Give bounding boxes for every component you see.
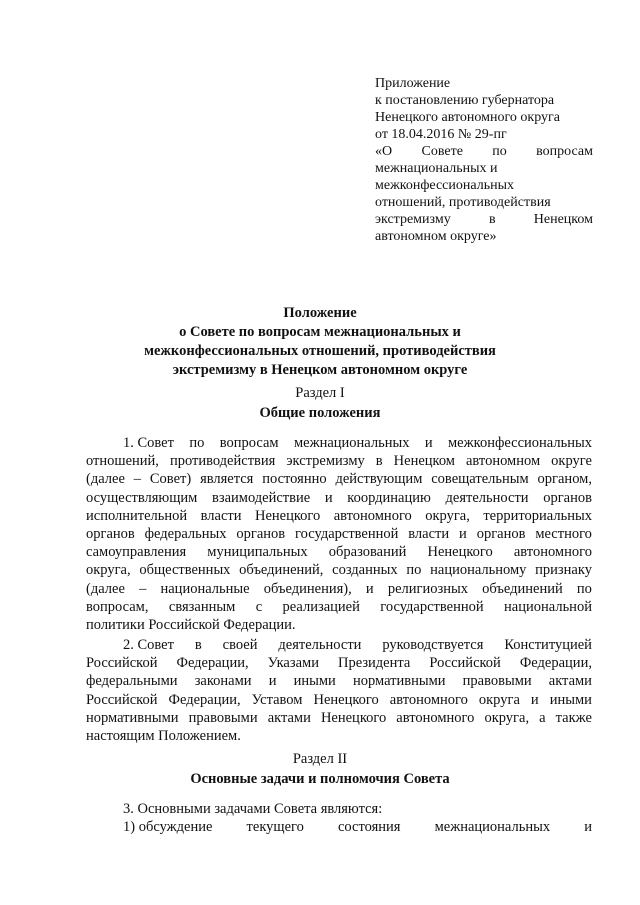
appendix-word: «О (375, 144, 393, 159)
text-line (86, 672, 592, 690)
text-line (86, 727, 592, 745)
section-2-name: Основные задачи и полномочия Совета (190, 771, 450, 787)
text-word: автономного (333, 507, 412, 524)
text-word: местного (535, 526, 592, 543)
text-word: является (200, 471, 254, 488)
text-word: координацию (347, 489, 431, 506)
text-word: объединения), (263, 580, 352, 597)
title-line: экстремизму в Ненецком автономном округе (172, 362, 468, 378)
section-1-heading (100, 383, 540, 423)
text-word: правовыми (462, 673, 532, 690)
text-line (86, 489, 592, 507)
appendix-line: Ненецкого автономного округа (375, 110, 560, 125)
appendix-line (375, 143, 593, 160)
title-line: Положение (283, 305, 357, 321)
text-word: своей (222, 637, 258, 653)
appendix-word: межнациональных и (375, 161, 498, 176)
text-word: Российской (86, 655, 158, 672)
text-line (86, 561, 592, 579)
section-1-name: Общие положения (259, 405, 381, 421)
text-line (86, 800, 592, 818)
text-word: национальной (504, 598, 592, 615)
text-word: и (324, 489, 333, 506)
document-title (100, 304, 540, 380)
appendix-word: экстремизму (375, 212, 451, 227)
text-word: федеральными (86, 673, 178, 690)
text-word: органов (236, 526, 286, 543)
text-word: деятельности (445, 489, 529, 506)
text-word: власти (408, 526, 450, 543)
text-word: объединений (482, 580, 563, 597)
text-word: нормативными (352, 673, 446, 690)
text-word: органов (476, 526, 526, 543)
text-word: объединений, (239, 562, 324, 579)
text-word: руководствуется (382, 637, 484, 653)
section-2-number: Раздел II (292, 751, 348, 767)
text-word: исполнительной (86, 507, 188, 524)
text-word: Совет) (149, 471, 192, 488)
appendix-line (375, 211, 593, 228)
text-line (86, 636, 592, 654)
text-word: иными (293, 673, 336, 690)
text-word: и (530, 691, 539, 708)
text-word: межнациональных (434, 819, 551, 836)
text-word: реализацией (282, 598, 360, 615)
text-line (86, 598, 592, 616)
appendix-line (375, 194, 593, 211)
text-line (86, 691, 592, 709)
appendix-word: Ненецком (533, 212, 593, 227)
text-word: религиозных (387, 580, 468, 597)
title-line: о Совете по вопросам межнациональных и (179, 324, 461, 340)
text-word: нормативными (86, 709, 179, 726)
text-word: 2. Совет (123, 637, 174, 653)
appendix-word: в (488, 212, 496, 227)
text-word: осуществляющим (86, 489, 198, 506)
text-word: и (459, 526, 467, 543)
text-word: Ненецкого (254, 507, 321, 524)
appendix-word: Совете (421, 144, 463, 159)
text-word: отношений, (86, 453, 159, 470)
paragraph-3 (86, 800, 592, 836)
text-word: государственной (295, 526, 399, 543)
text-word: автономного (396, 709, 475, 726)
paragraph-2 (86, 636, 592, 745)
text-word: Ненецкого (427, 544, 493, 561)
text-word: Уставом (251, 691, 303, 708)
text-word: по (189, 435, 205, 451)
appendix-line (375, 228, 593, 245)
text-word: – (139, 580, 147, 597)
text-word: политики Российской Федерации. (86, 617, 296, 634)
text-word: вопросам, (86, 598, 149, 615)
text-word: вопросам (219, 435, 279, 451)
text-line (86, 452, 592, 470)
appendix-word: автономном округе» (375, 229, 497, 244)
text-line (86, 818, 592, 836)
text-word: иными (549, 691, 592, 708)
text-word: Федерации, (176, 655, 249, 672)
text-word: автономном (466, 453, 541, 470)
text-word: признаку (535, 562, 592, 579)
text-word: государственной (380, 598, 484, 615)
text-word: межнациональных (293, 435, 410, 451)
text-word: и (365, 580, 374, 597)
text-word: Российской (429, 655, 501, 672)
text-word: созданных (332, 562, 398, 579)
text-word: самоуправления (86, 544, 187, 561)
text-word: действующим (335, 471, 423, 488)
text-word: межконфессиональных (448, 435, 592, 451)
text-word: и (584, 819, 592, 836)
text-word: (далее (86, 580, 125, 597)
text-word: а (539, 709, 546, 726)
text-word: экстремизму (286, 453, 365, 470)
title-line: межконфессиональных отношений, противодействия (144, 343, 496, 359)
text-word: территориальных (483, 507, 592, 524)
text-word: – (133, 471, 142, 488)
text-word: муниципальных (207, 544, 308, 561)
text-word: взаимодействие (212, 489, 311, 506)
appendix-line (375, 177, 593, 194)
text-word: настоящим Положением. (86, 728, 241, 745)
text-word: состояния (337, 819, 401, 836)
text-word: Федерации, (519, 655, 592, 672)
text-word: национальные (160, 580, 250, 597)
text-word: по (406, 562, 422, 579)
text-line (86, 470, 592, 488)
text-word: и (424, 435, 433, 451)
text-word: округа, (425, 507, 470, 524)
text-word: постоянно (262, 471, 327, 488)
text-word: Указами (267, 655, 319, 672)
text-line (86, 543, 592, 561)
text-word: противодействия (169, 453, 276, 470)
text-word: также (555, 709, 592, 726)
text-word: Российской (86, 691, 158, 708)
text-word: деятельности (278, 637, 362, 653)
text-word: 1. Совет (123, 435, 174, 451)
appendix-line: Приложение (375, 76, 451, 91)
text-word: национальному (430, 562, 527, 579)
text-word: округа, (86, 562, 131, 579)
paragraph-1 (86, 434, 592, 634)
text-word: Президента (337, 655, 411, 672)
appendix-word: отношений, противодействия (375, 195, 551, 210)
text-word: Ненецкого (313, 691, 379, 708)
text-word: связанным (168, 598, 236, 615)
text-word: Ненецком (393, 453, 455, 470)
section-2-heading (100, 749, 540, 789)
text-word: текущего (246, 819, 304, 836)
appendix-line: к постановлению губернатора (375, 93, 555, 108)
appendix-line: от 18.04.2016 № 29-пг (375, 127, 507, 142)
text-word: органом, (537, 471, 592, 488)
text-line (86, 434, 592, 452)
text-word: автономного (389, 691, 468, 708)
text-line (86, 580, 592, 598)
text-word: органов (543, 489, 592, 506)
text-word: власти (200, 507, 242, 524)
text-word: законами (194, 673, 252, 690)
text-word: в (375, 453, 383, 470)
appendix-word: по (492, 144, 507, 159)
text-word: правовыми (188, 709, 258, 726)
section-1-number: Раздел I (295, 385, 345, 401)
text-word: актами (548, 673, 592, 690)
appendix-line (375, 160, 593, 177)
text-word: 3. Основными задачами Совета являются: (123, 801, 383, 817)
text-word: совещательным (431, 471, 529, 488)
text-word: Ненецкого (320, 709, 387, 726)
text-word: и (268, 673, 277, 690)
text-word: по (576, 580, 592, 597)
text-line (86, 709, 592, 727)
text-word: Конституцией (504, 637, 592, 653)
text-word: округа, (484, 709, 530, 726)
text-line (86, 507, 592, 525)
text-word: автономного (513, 544, 592, 561)
text-word: федеральных (144, 526, 227, 543)
text-word: актами (267, 709, 311, 726)
text-word: округе (551, 453, 592, 470)
text-word: общественных (139, 562, 231, 579)
text-word: в (194, 637, 202, 653)
text-line (86, 616, 592, 634)
appendix-word: межконфессиональных (375, 178, 514, 193)
text-word: образований (328, 544, 407, 561)
text-line (86, 654, 592, 672)
appendix-block (375, 75, 593, 245)
appendix-word: вопросам (536, 144, 593, 159)
text-line (86, 525, 592, 543)
text-word: (далее (86, 471, 125, 488)
text-word: с (255, 598, 263, 615)
text-word: 1) обсуждение (123, 819, 213, 836)
text-word: органов (86, 526, 135, 543)
text-word: Федерации, (168, 691, 241, 708)
text-word: округа (478, 691, 520, 708)
